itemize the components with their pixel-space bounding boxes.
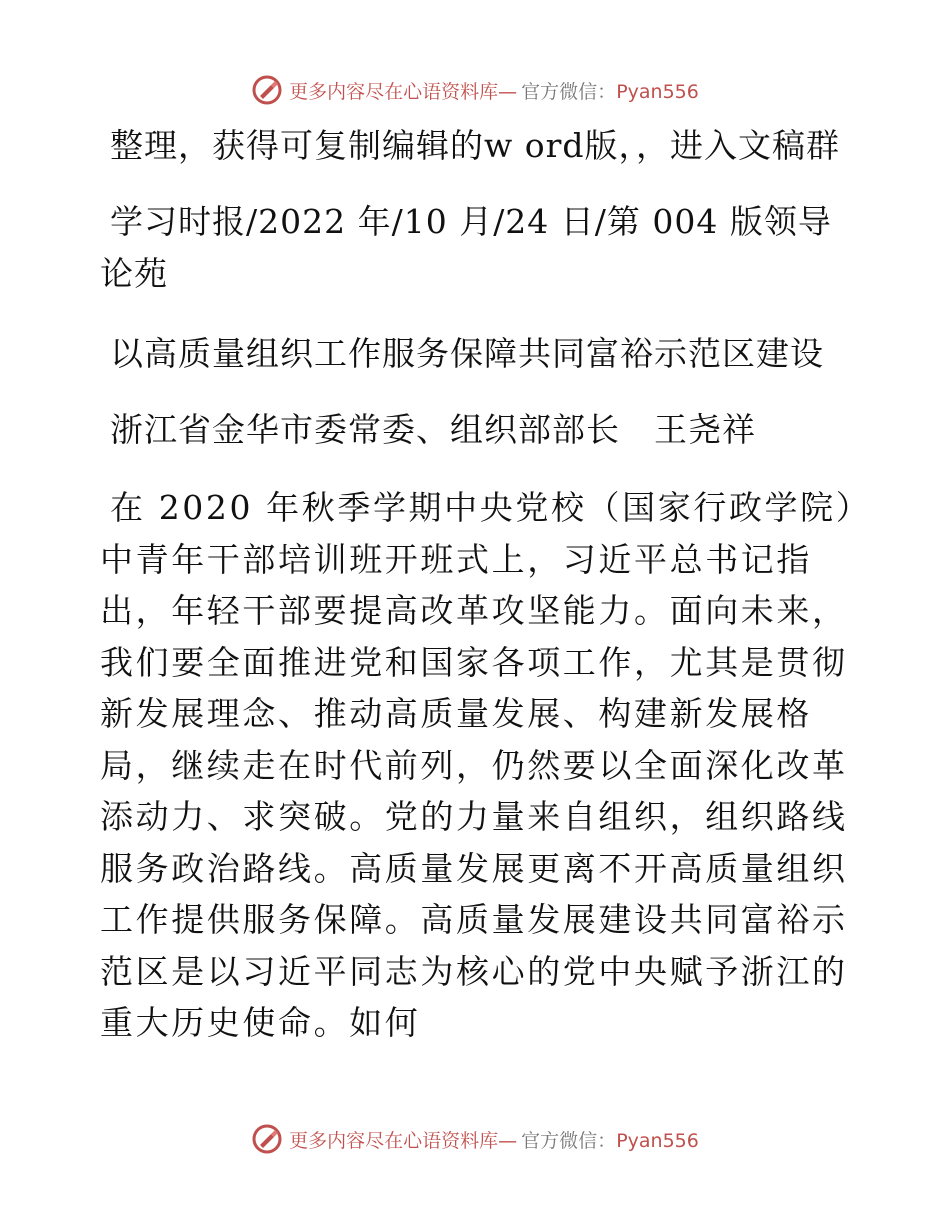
watermark-separator: — [498,1129,518,1152]
document-page [100,120,860,1082]
watermark-label: 官方微信： [521,1129,617,1152]
watermark-label: 官方微信： [521,80,617,103]
watermark-banner-top [0,70,950,110]
watermark-separator: — [498,80,518,103]
pen-logo-icon [251,1123,283,1155]
watermark-banner-bottom [0,1119,950,1159]
watermark-text: 更多内容尽在心语资料库 [289,1129,499,1152]
intro-text: 整理，获得可复制编辑的w ord版，，进入文稿群 [110,126,841,165]
source-line: 学习时报/2022 年/10 月/24 日/第 004 版领导论苑 [100,202,832,293]
article-title: 以高质量组织工作服务保障共同富裕示范区建设 [110,334,824,373]
watermark-text: 更多内容尽在心语资料库 [289,80,499,103]
pen-logo-icon [251,74,283,106]
watermark-wechat-id: Pyan556 [616,1129,699,1152]
body-paragraph: 在 2020 年秋季学期中央党校（国家行政学院）中青年干部培训班开班式上，习近平总书记指出，年轻干部要提高改革攻坚能力。面向未来，我们要全面推进党和国家各项工作，尤其是贯彻新发展理念、推动高质量发展、构建新发展格局，继续走在时代前列，仍然要以全面深化改革添动力、求突破。党的力量来自组织，组织路线服务政治路线。高质量发展更离不开高质量组织工作提供服务保障。高质量发展建设共同富裕示范区是以习近平同志为核心的党中央赋予浙江的重大历史使命。如何 [100,488,855,1042]
author-line: 浙江省金华市委常委、组织部部长 王尧祥 [110,410,756,449]
watermark-wechat-id: Pyan556 [616,80,699,103]
